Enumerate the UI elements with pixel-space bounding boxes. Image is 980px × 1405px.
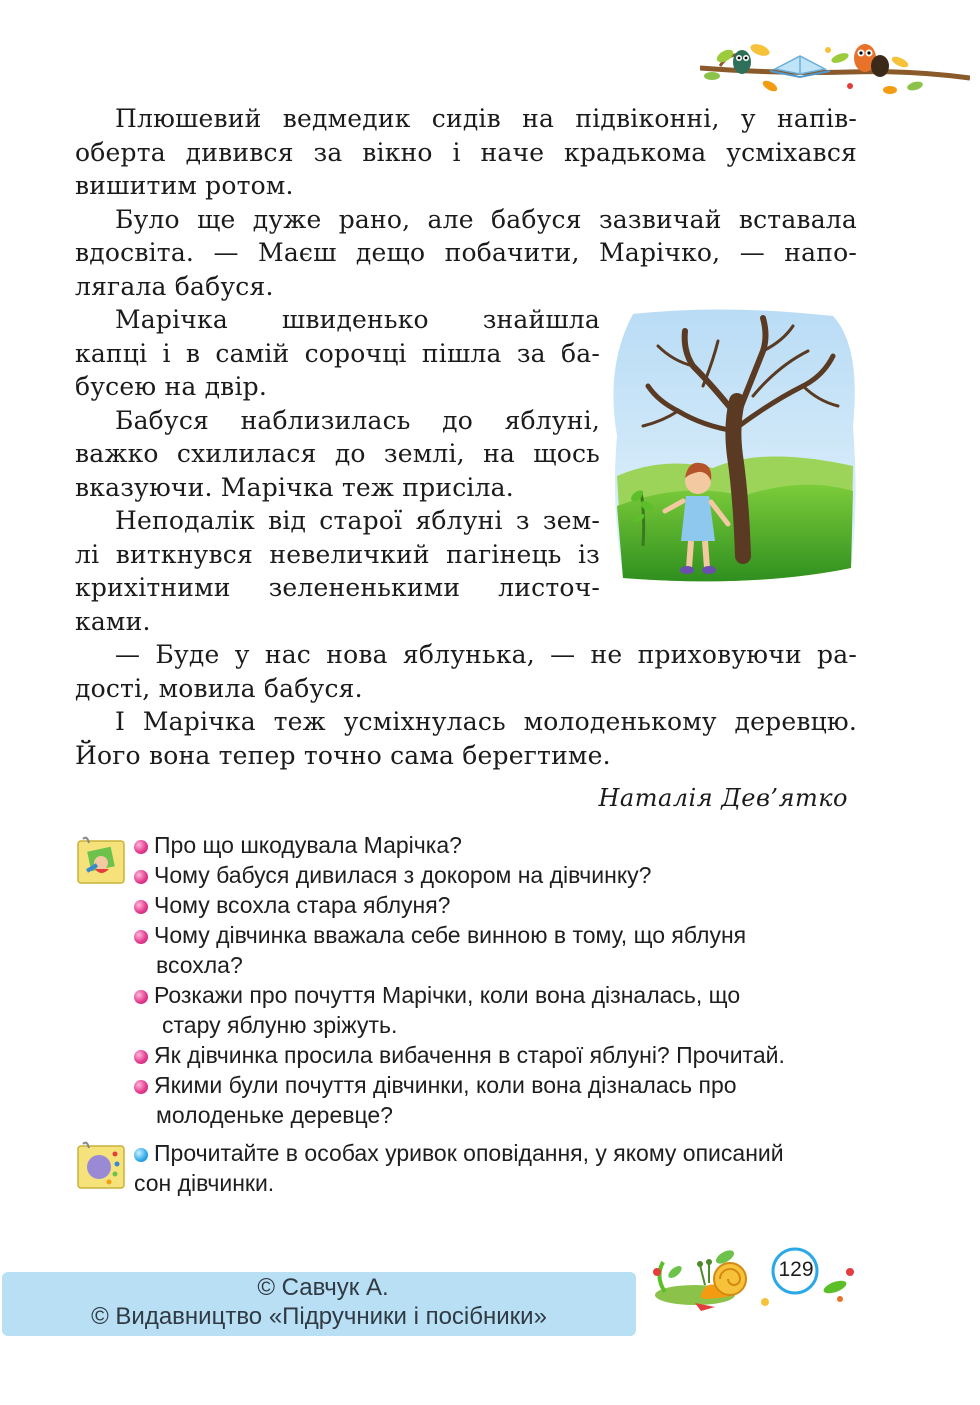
question-text: Як дівчинка просила вибачення в старої яблуні? Прочитай. — [154, 1042, 785, 1068]
question-text: Якими були почуття дівчинки, коли вона дізналась про — [154, 1072, 737, 1098]
sticky-note-circle-icon — [75, 1140, 127, 1192]
reading-child-icon — [75, 835, 127, 887]
story-paragraph — [75, 404, 600, 505]
question-text: Чому дівчинка вважала себе винною в тому, що яблуня — [154, 922, 747, 948]
copyright-publisher: © Видавництво «Підручники і посібники» — [91, 1303, 547, 1330]
text-line: Було ще дуже рано, але бабуся зазвичай вставала — [115, 204, 857, 234]
bullet-icon — [134, 1148, 148, 1162]
question-text-continued: стару яблуню зріжуть. — [162, 1012, 398, 1038]
story-paragraph — [75, 303, 600, 404]
bullet-icon — [134, 900, 148, 914]
text-line: ками. — [75, 606, 151, 636]
copyright-author: © Савчук А. — [257, 1274, 389, 1301]
task-text: Прочитайте в особах уривок оповідання, у якому описаний — [154, 1140, 784, 1166]
question-text-continued: молоденьке деревце? — [156, 1102, 393, 1128]
author-name: Наталія Дев’ятко — [598, 784, 848, 812]
text-line: Неподалік від старої яблуні з зем- — [115, 506, 600, 535]
question-item — [134, 830, 462, 860]
task-item — [134, 1138, 784, 1168]
text-line: лі виткнувся невеличкий пагінець із — [75, 539, 600, 569]
question-item — [134, 890, 450, 920]
snail-flowers-icon — [645, 1237, 860, 1312]
text-line: бусею на двір. — [75, 372, 267, 401]
branch-birds-book-icon — [700, 36, 970, 106]
text-line: Марічка швиденько знайшла — [115, 305, 600, 334]
story-paragraph — [75, 102, 857, 203]
text-line: Бабуся наблизилась до яблуні, — [115, 405, 600, 435]
question-item — [134, 860, 651, 890]
question-text: Чому всохла стара яблуня? — [154, 892, 451, 918]
page-number: 129 — [778, 1258, 814, 1281]
text-line: оберта дивився за вікно і наче крадькома усміхався — [75, 137, 857, 167]
text-line: дості, мовила бабуся. — [75, 673, 363, 703]
bullet-icon — [134, 870, 148, 884]
bullet-icon — [134, 1050, 148, 1064]
copyright-footer — [2, 1272, 636, 1336]
text-line: лягала бабуся. — [75, 271, 274, 301]
bullet-icon — [134, 1080, 148, 1094]
question-item — [134, 980, 740, 1010]
bullet-icon — [134, 930, 148, 944]
text-line: вдосвіта. — Маєш дещо побачити, Марічко, — напо- — [75, 238, 857, 267]
bullet-icon — [134, 990, 148, 1004]
text-line: капці і в самій сорочці пішла за ба- — [75, 338, 600, 368]
text-line: Його вона тепер точно сама берегтиме. — [75, 740, 611, 770]
question-item — [134, 1040, 785, 1070]
text-line: крихітними зелененькими листоч- — [75, 573, 600, 602]
text-line: вказуючи. Марічка теж присіла. — [75, 472, 514, 502]
story-paragraph — [75, 705, 857, 772]
question-item — [134, 920, 746, 950]
story-paragraph — [75, 504, 600, 638]
story-paragraph — [75, 638, 857, 705]
question-item — [134, 1070, 737, 1100]
tree-girl-illustration — [603, 306, 858, 586]
text-line: вишитим ротом. — [75, 171, 294, 200]
task-text-continued: сон дівчинки. — [134, 1170, 275, 1196]
text-line: І Марічка теж усміхнулась молоденькому деревцю. — [115, 707, 857, 736]
text-line: важко схилилася до землі, на щось — [75, 439, 600, 468]
question-text: Чому бабуся дивилася з докором на дівчинку? — [154, 862, 652, 888]
story-paragraph — [75, 203, 857, 304]
question-text: Про що шкодувала Марічка? — [154, 832, 462, 858]
question-text: Розкажи про почуття Марічки, коли вона дізналась, що — [154, 982, 741, 1008]
bullet-icon — [134, 840, 148, 854]
text-line: Плюшевий ведмедик сидів на підвіконні, у напів- — [115, 104, 857, 133]
question-text-continued: всохла? — [156, 952, 243, 978]
text-line: — Буде у нас нова яблунька, — не приховуючи ра- — [115, 640, 857, 669]
